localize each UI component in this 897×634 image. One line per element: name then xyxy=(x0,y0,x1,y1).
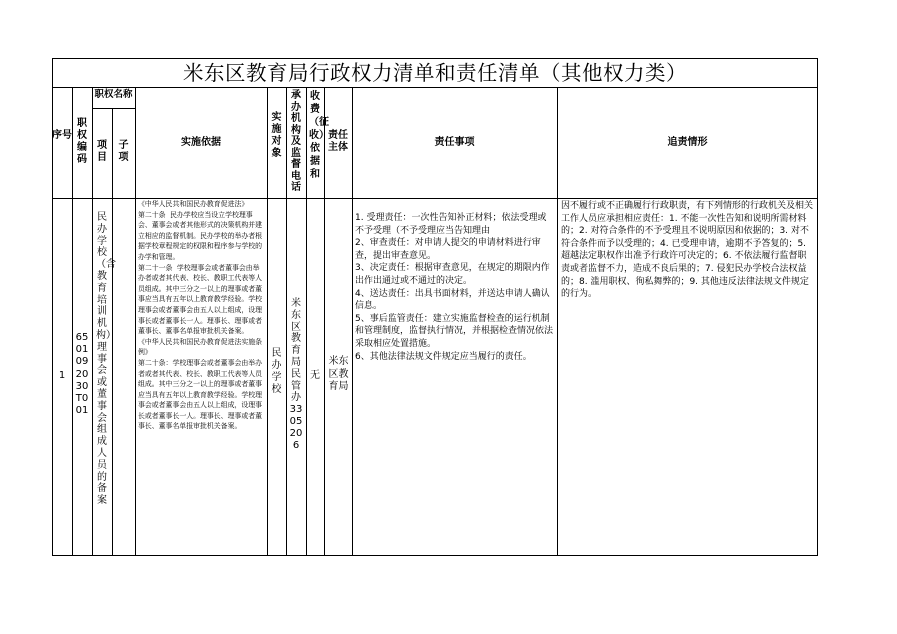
header-target: 实施对象 xyxy=(271,112,282,159)
header-fee: 收费（征收）依据和 xyxy=(309,91,329,180)
row-accountability: 因不履行或不正确履行行政职责，有下列情形的行政机关及相关工作人员应承担相应责任：1. 不能一次性告知和说明所需材料的；2. 对符合条件的不予受理且不说明原因和依据的；3. 对不符合条件而予以受理的；4. 已受理申请，逾期不予答复的；5. 超越法定职权作出准予行政许可决定的；6. 不依法履行监督职责或者监督不力，造成不良后果的；7. 侵犯民办学校合法权益的；8. 滥用职权、徇私舞弊的；9. 其他违反法律法规文件规定的行为。 xyxy=(561,201,814,300)
header-seq: 序号 xyxy=(52,130,72,141)
row-seq: 1 xyxy=(58,370,66,381)
row-duties: 1. 受理责任：一次性告知补正材料；依法受理或不予受理（不予受理应当告知理由 2、审查责任：对申请人提交的申请材料进行审查，提出审查意见。 3、决定责任：根据审查意见，在规定的期限内作出作出通过或不通过的决定。 4、送达责任：出具书面材料，并送达申请人确认信息。 5、事后监管责任：建立实施监督检查的运行机制和管理制度，监督执行情况，并根据检查情况依法采取相应处置措施。 6、其他法律法规文件规定应当履行的责任。 xyxy=(355,213,554,362)
header-subitem: 子项 xyxy=(118,140,129,163)
row-subitem xyxy=(112,198,135,556)
row-subject: 米东区教育局 xyxy=(328,356,349,392)
header-accountability: 追责情形 xyxy=(667,137,708,148)
row-code: 6501092030T001 xyxy=(75,332,89,417)
header-basis: 实施依据 xyxy=(181,137,221,148)
header-subject: 责任主体 xyxy=(328,130,348,153)
header-agency: 承办机构及监督电话 xyxy=(291,90,301,193)
header-code: 职权编码 xyxy=(77,118,87,165)
row-basis: 《中华人民共和国民办教育促进法》 第二十条 民办学校应当设立学校理事会、董事会或者其他形式的决策机构并建立相应的监督机制。民办学校的举办者根据学校章程规定的权限和程序参与学校的办学和管理。 第二十一条 学校理事会或者董事会由举办者或者其代表、校长、教职工代表等人员组成。其中三分之一以上的理事或者董事应当具有五年以上教育教学经验。学校理事会或者董事会由五人以上组成，设理事长或者董事长一人。理事长、理事或者董事长、董事名单报审批机关备案。 《中华人民共和国民办教育促进法实施条例》 第二十条：学校理事会或者董事会由举办者或者其代表、校长、教职工代表等人员组成。其中三分之一以上的理事或者董事应当具有五年以上教育教学经验。学校理事会或者董事会由五人以上组成，设理事长或者董事长一人。理事长、理事或者董事长、董事名单报审批机关备案。 xyxy=(138,200,263,431)
header-name-group: 职权名称 xyxy=(94,89,133,100)
page-title: 米东区教育局行政权力清单和责任清单（其他权力类） xyxy=(52,58,818,88)
header-item: 项目 xyxy=(97,140,107,163)
header-duties: 责任事项 xyxy=(434,137,475,148)
row-target: 民办学校 xyxy=(271,348,282,395)
row-item: 民办学校（含教育培训机构）理事会或董事会组成人员的备案 xyxy=(96,212,116,507)
row-agency: 米东区教育局民管办3305206 xyxy=(289,298,303,451)
row-fee: 无 xyxy=(310,370,320,381)
